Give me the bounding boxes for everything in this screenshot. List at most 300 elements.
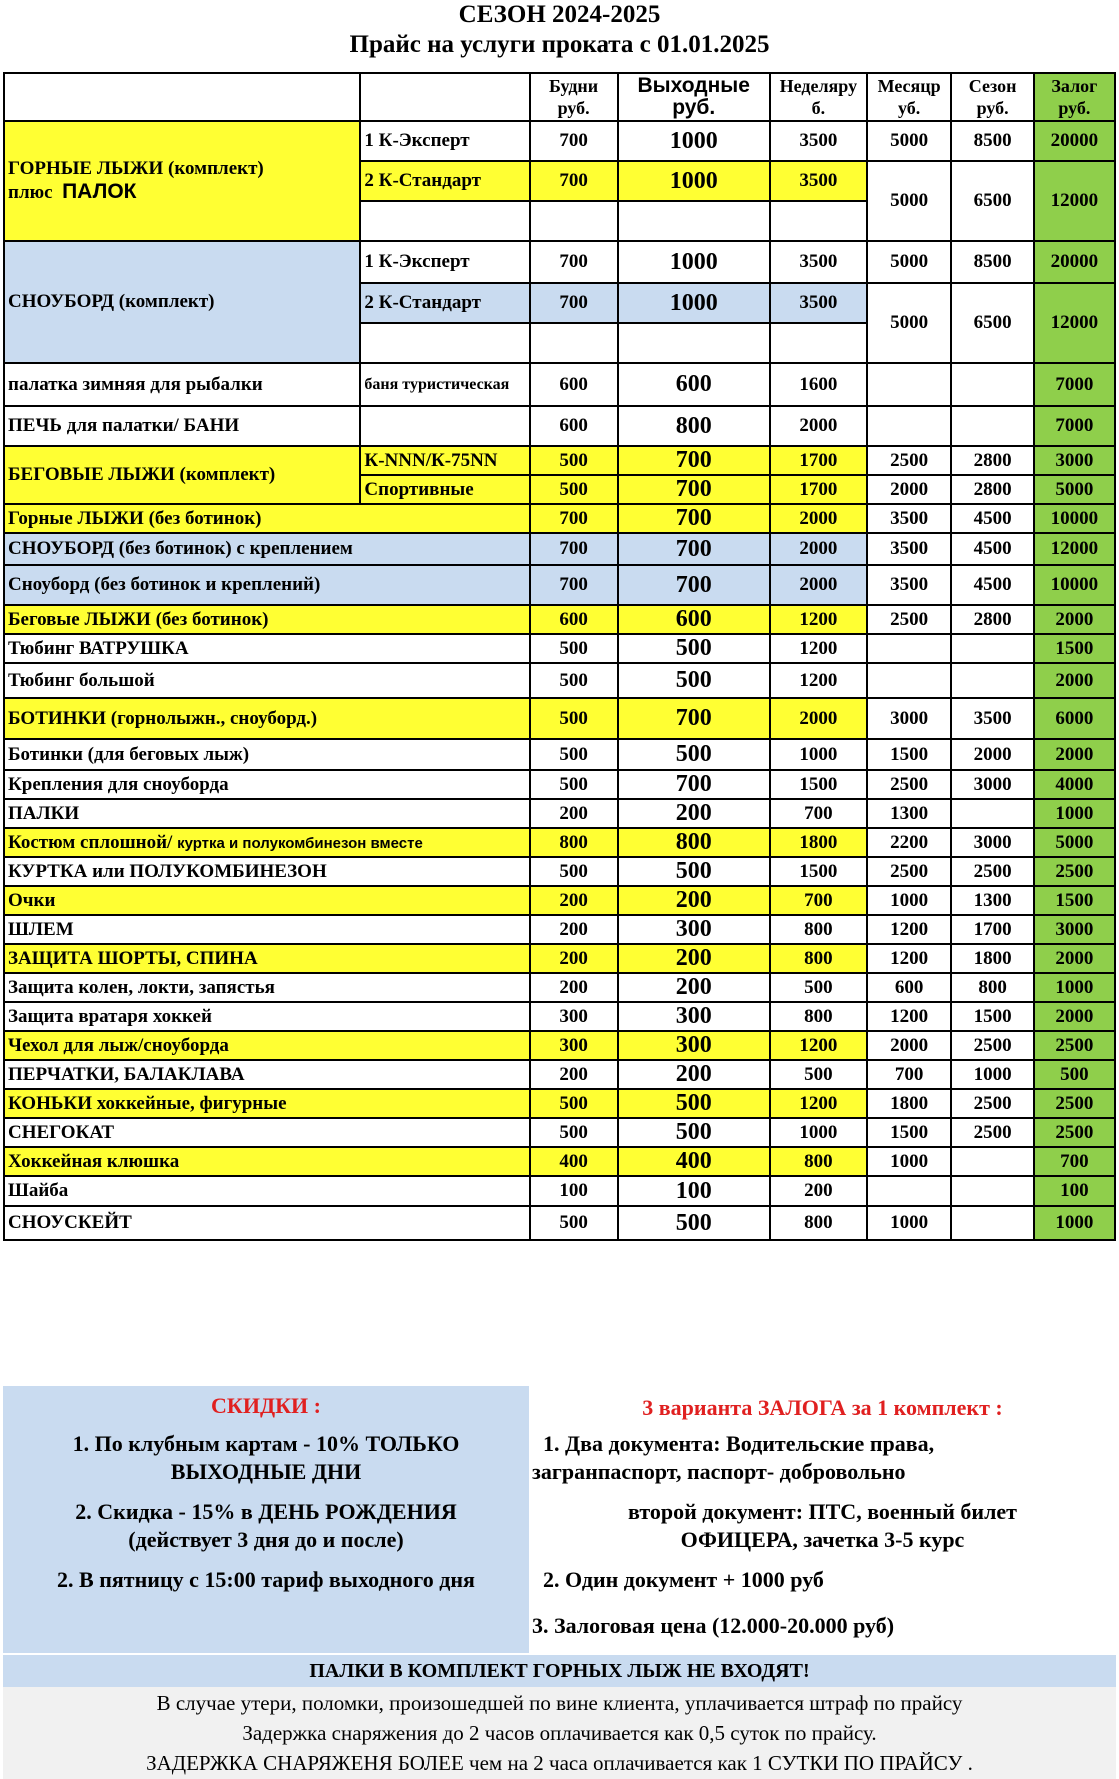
table-row: [4, 121, 1115, 161]
month-cell: 1200: [867, 1002, 952, 1031]
weekdays-cell: 500: [530, 1118, 618, 1147]
deposit-cell: 2000: [1034, 605, 1115, 634]
table-row: [4, 886, 1115, 915]
week-cell: 3500: [770, 283, 867, 323]
table-row: [4, 634, 1115, 663]
info-panel: [3, 1386, 1116, 1653]
week-cell: 800: [770, 1002, 867, 1031]
weekend-cell: 500: [618, 634, 770, 663]
deposit-cell: 1000: [1034, 1206, 1115, 1240]
header-month: Месяцр уб.: [867, 73, 952, 121]
poles-banner: ПАЛКИ В КОМПЛЕКТ ГОРНЫХ ЛЫЖ НЕ ВХОДЯТ!: [3, 1655, 1116, 1687]
deposit-option-1-line2: загранпаспорт, паспорт- добровольно: [532, 1459, 906, 1484]
item-label-text: Чехол для лыж/сноуборда: [8, 1034, 229, 1056]
deposit-cell: 2000: [1034, 1002, 1115, 1031]
item-label-text: ЗАЩИТА ШОРТЫ, СПИНА: [8, 947, 258, 969]
weekend-cell: 700: [618, 533, 770, 565]
week-cell: 500: [770, 973, 867, 1002]
item-label-extra: куртка и полукомбинезон вместе: [177, 834, 423, 852]
item-label: [4, 1206, 530, 1240]
weekdays-cell: 500: [530, 739, 618, 770]
item-label: [4, 634, 530, 663]
deposit-cell: 5000: [1034, 475, 1115, 504]
item-label-text: Защита вратаря хоккей: [8, 1005, 212, 1027]
deposit-option-3: 3. Залоговая цена (12.000-20.000 руб): [532, 1613, 895, 1638]
week-cell: 700: [770, 799, 867, 828]
table-row: [4, 565, 1115, 605]
deposit-option-2: 2. Один документ + 1000 руб: [543, 1567, 824, 1592]
deposit-cell: 2000: [1034, 663, 1115, 698]
month-cell: 2000: [867, 1031, 952, 1060]
month-cell: 1300: [867, 799, 952, 828]
weekdays-cell: 600: [530, 605, 618, 634]
deposit-cell: 10000: [1034, 565, 1115, 605]
item-label: [4, 1002, 530, 1031]
month-cell: 1800: [867, 1089, 952, 1118]
table-row: [4, 446, 1115, 475]
month-cell: 2500: [867, 605, 952, 634]
weekdays-cell: 700: [530, 121, 618, 161]
ski-set-title: ГОРНЫЕ ЛЫЖИ (комплект): [8, 158, 264, 179]
table-row: [4, 1002, 1115, 1031]
table-row: [4, 857, 1115, 886]
header-week: Неделяру б.: [770, 73, 867, 121]
table-row: [4, 605, 1115, 634]
footer-notes: [3, 1687, 1116, 1779]
table-row: [4, 1089, 1115, 1118]
week-cell: 1700: [770, 475, 867, 504]
month-cell: 1200: [867, 915, 952, 944]
item-label: [4, 1089, 530, 1118]
variant-cell: 2 К-Стандарт: [360, 161, 529, 201]
month-cell: 1000: [867, 886, 952, 915]
month-cell: 5000: [867, 121, 952, 161]
season-cell: 3000: [951, 828, 1033, 857]
deposit-cell: 2500: [1034, 1031, 1115, 1060]
weekdays-cell: 500: [530, 857, 618, 886]
deposit-cell: 12000: [1034, 533, 1115, 565]
ski-set-label: [4, 121, 360, 241]
weekend-cell: 700: [618, 565, 770, 605]
week-cell: 800: [770, 1206, 867, 1240]
week-cell: 1200: [770, 605, 867, 634]
empty-cell: [770, 201, 867, 241]
week-cell: 1000: [770, 1118, 867, 1147]
item-label: палатка зимняя для рыбалки: [4, 363, 360, 406]
item-label: [4, 605, 530, 634]
empty-cell: [360, 201, 529, 241]
item-label: [4, 799, 530, 828]
weekend-cell: 500: [618, 1206, 770, 1240]
weekdays-cell: 800: [530, 828, 618, 857]
item-label-text: Защита колен, локти, запястья: [8, 976, 275, 998]
week-cell: 2000: [770, 698, 867, 739]
ski-set-subtitle: плюс ПАЛОК: [8, 180, 137, 203]
weekdays-cell: 300: [530, 1031, 618, 1060]
deposit-cell: 12000: [1034, 283, 1115, 363]
header-row: [4, 73, 1115, 121]
weekdays-cell: 500: [530, 446, 618, 475]
item-label: [4, 886, 530, 915]
season-cell: 3500: [951, 698, 1033, 739]
item-label-text: Крепления для сноуборда: [8, 773, 229, 795]
season-cell: 2800: [951, 605, 1033, 634]
season-cell: 1800: [951, 944, 1033, 973]
weekend-cell: 300: [618, 1031, 770, 1060]
weekdays-cell: 200: [530, 799, 618, 828]
weekdays-cell: 700: [530, 533, 618, 565]
item-label: ПЕЧЬ для палатки/ БАНИ: [4, 406, 360, 446]
week-cell: 1000: [770, 739, 867, 770]
item-label-text: СНОУСКЕЙТ: [8, 1212, 132, 1233]
variant-cell: 1 К-Эксперт: [360, 241, 529, 283]
table-row: [4, 363, 1115, 406]
season-cell: 1300: [951, 886, 1033, 915]
weekend-cell: 100: [618, 1176, 770, 1206]
snowboard-set-label: СНОУБОРД (комплект): [4, 241, 360, 363]
season-cell: [951, 1176, 1033, 1206]
item-label-text: ПАЛКИ: [8, 802, 80, 824]
weekend-cell: 500: [618, 663, 770, 698]
weekdays-cell: 700: [530, 565, 618, 605]
weekend-cell: 700: [618, 698, 770, 739]
empty-cell: [360, 323, 529, 363]
month-cell: 1200: [867, 944, 952, 973]
weekend-cell: 300: [618, 1002, 770, 1031]
item-label: [4, 1118, 530, 1147]
item-label: [4, 828, 530, 857]
item-label-text: Тюбинг большой: [8, 669, 155, 691]
item-label-text: СНОУБОРД (без ботинок) с креплением: [8, 538, 353, 559]
weekdays-cell: 400: [530, 1147, 618, 1176]
table-row: [4, 915, 1115, 944]
deposit-option-1-line1: 1. Два документа: Водительские права,: [543, 1431, 935, 1456]
weekend-cell: 700: [618, 770, 770, 799]
weekdays-cell: 500: [530, 698, 618, 739]
season-cell: [951, 1147, 1033, 1176]
month-cell: 700: [867, 1060, 952, 1089]
weekend-cell: 800: [618, 828, 770, 857]
week-cell: 1600: [770, 363, 867, 406]
weekdays-cell: 600: [530, 406, 618, 446]
deposit-cell: 7000: [1034, 363, 1115, 406]
discount-1-line2: ВЫХОДНЫЕ ДНИ: [170, 1459, 362, 1484]
weekend-cell: 700: [618, 475, 770, 504]
weekdays-cell: 500: [530, 475, 618, 504]
item-label: [4, 973, 530, 1002]
weekdays-cell: 700: [530, 283, 618, 323]
week-cell: 2000: [770, 504, 867, 533]
weekdays-cell: 700: [530, 161, 618, 201]
season-cell: 2000: [951, 739, 1033, 770]
weekend-cell: 300: [618, 915, 770, 944]
weekdays-cell: 700: [530, 241, 618, 283]
table-row: [4, 1147, 1115, 1176]
weekend-cell: 500: [618, 739, 770, 770]
season-cell: 2500: [951, 857, 1033, 886]
deposit-cell: 3000: [1034, 915, 1115, 944]
weekend-cell: 1000: [618, 121, 770, 161]
deposit-cell: 100: [1034, 1176, 1115, 1206]
header-weekdays: Будни руб.: [530, 73, 618, 121]
week-cell: 800: [770, 915, 867, 944]
week-cell: 2000: [770, 565, 867, 605]
weekend-cell: 700: [618, 446, 770, 475]
deposit-cell: 12000: [1034, 161, 1115, 241]
header-empty-cell: [4, 73, 360, 121]
table-row: [4, 663, 1115, 698]
weekdays-cell: 500: [530, 770, 618, 799]
season-cell: 1500: [951, 1002, 1033, 1031]
season-cell: [951, 1206, 1033, 1240]
month-cell: 2500: [867, 770, 952, 799]
month-cell: 5000: [867, 283, 952, 363]
season-cell: 6500: [951, 161, 1033, 241]
deposit-cell: 2500: [1034, 857, 1115, 886]
variant-cell: баня туристическая: [360, 363, 529, 406]
deposit-cell: 3000: [1034, 446, 1115, 475]
weekend-cell: 1000: [618, 241, 770, 283]
week-cell: 1800: [770, 828, 867, 857]
month-cell: 2500: [867, 446, 952, 475]
season-cell: 8500: [951, 121, 1033, 161]
deposit-cell: 2500: [1034, 1089, 1115, 1118]
month-cell: [867, 634, 952, 663]
table-row: [4, 504, 1115, 533]
weekdays-cell: 200: [530, 886, 618, 915]
header-season: Сезон руб.: [951, 73, 1033, 121]
week-cell: 3500: [770, 121, 867, 161]
season-cell: 4500: [951, 533, 1033, 565]
xc-set-label: БЕГОВЫЕ ЛЫЖИ (комплект): [4, 446, 360, 504]
season-cell: 1000: [951, 1060, 1033, 1089]
month-cell: 3000: [867, 698, 952, 739]
item-label-text: Шайба: [8, 1180, 69, 1201]
season-cell: 3000: [951, 770, 1033, 799]
season-cell: 6500: [951, 283, 1033, 363]
note-delay-half: Задержка снаряжения до 2 часов оплачивается как 0,5 суток по прайсу.: [242, 1721, 877, 1745]
month-cell: 1000: [867, 1147, 952, 1176]
deposit-option-1-line3: второй документ: ПТС, военный билет: [628, 1499, 1017, 1524]
table-row: [4, 828, 1115, 857]
week-cell: 2000: [770, 533, 867, 565]
weekend-cell: 600: [618, 605, 770, 634]
page-title: Прайс на услуги проката с 01.01.2025: [349, 31, 770, 58]
item-label-text: Тюбинг ВАТРУШКА: [8, 637, 189, 659]
item-label: [4, 698, 530, 739]
week-cell: 1700: [770, 446, 867, 475]
weekend-cell: 500: [618, 1089, 770, 1118]
deposit-cell: 1000: [1034, 799, 1115, 828]
table-row: [4, 241, 1115, 283]
item-label: [4, 504, 530, 533]
weekdays-cell: 500: [530, 1206, 618, 1240]
weekdays-cell: 600: [530, 363, 618, 406]
month-cell: 3500: [867, 565, 952, 605]
season-cell: [951, 663, 1033, 698]
item-label-text: Очки: [8, 889, 56, 911]
variant-cell: 1 К-Эксперт: [360, 121, 529, 161]
note-delay-full: ЗАДЕРЖКА СНАРЯЖЕНЯ БОЛЕЕ чем на 2 часа оплачивается как 1 СУТКИ ПО ПРАЙСУ .: [146, 1751, 973, 1775]
weekend-cell: 500: [618, 1118, 770, 1147]
deposit-cell: 4000: [1034, 770, 1115, 799]
empty-cell: [530, 201, 618, 241]
weekdays-cell: 100: [530, 1176, 618, 1206]
weekend-cell: 200: [618, 944, 770, 973]
weekend-cell: 1000: [618, 161, 770, 201]
table-row: [4, 739, 1115, 770]
season-cell: 2500: [951, 1031, 1033, 1060]
month-cell: 2500: [867, 857, 952, 886]
item-label: [4, 1060, 530, 1089]
weekend-cell: 200: [618, 799, 770, 828]
weekdays-cell: 500: [530, 634, 618, 663]
deposit-option-1-line4: ОФИЦЕРА, зачетка 3-5 курс: [680, 1527, 965, 1552]
month-cell: 1000: [867, 1206, 952, 1240]
deposit-cell: 2000: [1034, 944, 1115, 973]
weekend-cell: 1000: [618, 283, 770, 323]
deposit-cell: 500: [1034, 1060, 1115, 1089]
item-label: [4, 770, 530, 799]
item-label: [4, 1176, 530, 1206]
season-title: СЕЗОН 2024-2025: [458, 1, 661, 28]
season-cell: [951, 363, 1033, 406]
weekend-cell: 400: [618, 1147, 770, 1176]
month-cell: 3500: [867, 504, 952, 533]
item-label: [4, 944, 530, 973]
item-label-text: БОТИНКИ (горнолыжн., сноуборд.): [8, 707, 318, 729]
table-row: [4, 1060, 1115, 1089]
table-row: [4, 770, 1115, 799]
table-row: [4, 698, 1115, 739]
month-cell: 2200: [867, 828, 952, 857]
table-row: [4, 1176, 1115, 1206]
discount-3: 2. В пятницу с 15:00 тариф выходного дня: [57, 1567, 475, 1592]
week-cell: 2000: [770, 406, 867, 446]
item-label: [4, 533, 530, 565]
week-cell: 700: [770, 886, 867, 915]
item-label-text: ШЛЕМ: [8, 918, 74, 940]
item-label: [4, 1031, 530, 1060]
item-label-text: Ботинки (для беговых лыж): [8, 743, 250, 765]
week-cell: 3500: [770, 161, 867, 201]
month-cell: [867, 363, 952, 406]
item-label: [4, 1147, 530, 1176]
season-cell: 1700: [951, 915, 1033, 944]
deposit-cell: 20000: [1034, 121, 1115, 161]
month-cell: 2000: [867, 475, 952, 504]
item-label-text: КУРТКА или ПОЛУКОМБИНЕЗОН: [8, 860, 327, 882]
weekdays-cell: 200: [530, 1060, 618, 1089]
deposit-cell: 1000: [1034, 973, 1115, 1002]
item-label-text: Сноуборд (без ботинок и креплений): [8, 574, 321, 595]
weekdays-cell: 700: [530, 504, 618, 533]
item-label: [4, 739, 530, 770]
season-cell: [951, 799, 1033, 828]
item-label: [4, 915, 530, 944]
item-label-text: Костюм сплошной/: [8, 831, 173, 853]
deposit-cell: 700: [1034, 1147, 1115, 1176]
empty-cell: [770, 323, 867, 363]
season-cell: 4500: [951, 504, 1033, 533]
week-cell: 1200: [770, 1031, 867, 1060]
season-cell: 4500: [951, 565, 1033, 605]
deposit-cell: 7000: [1034, 406, 1115, 446]
empty-cell: [360, 406, 529, 446]
table-row: [4, 1206, 1115, 1240]
item-label: [4, 565, 530, 605]
variant-cell: 2 К-Стандарт: [360, 283, 529, 323]
discounts-title: СКИДКИ :: [211, 1393, 321, 1418]
table-row: [4, 1031, 1115, 1060]
item-label: [4, 857, 530, 886]
month-cell: [867, 1176, 952, 1206]
month-cell: [867, 406, 952, 446]
empty-cell: [530, 323, 618, 363]
deposit-cell: 1500: [1034, 634, 1115, 663]
season-cell: 2800: [951, 446, 1033, 475]
header-empty-cell: [360, 73, 529, 121]
month-cell: 3500: [867, 533, 952, 565]
season-cell: 8500: [951, 241, 1033, 283]
month-cell: 600: [867, 973, 952, 1002]
deposit-cell: 6000: [1034, 698, 1115, 739]
week-cell: 200: [770, 1176, 867, 1206]
item-label-text: СНЕГОКАТ: [8, 1121, 115, 1143]
weekdays-cell: 200: [530, 973, 618, 1002]
table-row: [4, 944, 1115, 973]
item-label: [4, 663, 530, 698]
table-row: [4, 799, 1115, 828]
table-row: [4, 973, 1115, 1002]
deposit-cell: 2500: [1034, 1118, 1115, 1147]
item-label-text: Беговые ЛЫЖИ (без ботинок): [8, 608, 269, 630]
variant-cell: Спортивные: [360, 475, 529, 504]
weekend-cell: 200: [618, 886, 770, 915]
month-cell: 1500: [867, 739, 952, 770]
week-cell: 1200: [770, 1089, 867, 1118]
item-label-text: ПЕРЧАТКИ, БАЛАКЛАВА: [8, 1063, 245, 1085]
week-cell: 1200: [770, 663, 867, 698]
weekdays-cell: 500: [530, 663, 618, 698]
weekdays-cell: 200: [530, 915, 618, 944]
weekend-cell: 800: [618, 406, 770, 446]
season-cell: 2500: [951, 1118, 1033, 1147]
season-cell: [951, 406, 1033, 446]
weekdays-cell: 500: [530, 1089, 618, 1118]
table-row: [4, 406, 1115, 446]
week-cell: 1500: [770, 857, 867, 886]
discounts-panel: [3, 1386, 529, 1653]
weekend-cell: 700: [618, 504, 770, 533]
table-row: [4, 533, 1115, 565]
discount-2-line1: 2. Скидка - 15% в ДЕНЬ РОЖДЕНИЯ: [75, 1499, 457, 1524]
weekend-cell: 200: [618, 973, 770, 1002]
week-cell: 800: [770, 1147, 867, 1176]
week-cell: 500: [770, 1060, 867, 1089]
season-cell: 2500: [951, 1089, 1033, 1118]
table-row: [4, 1118, 1115, 1147]
month-cell: [867, 663, 952, 698]
deposit-cell: 2000: [1034, 739, 1115, 770]
header-deposit: Залог руб.: [1034, 73, 1115, 121]
weekend-cell: 600: [618, 363, 770, 406]
month-cell: 5000: [867, 161, 952, 241]
discount-1-line1: 1. По клубным картам - 10% ТОЛЬКО: [72, 1431, 460, 1456]
season-cell: 2800: [951, 475, 1033, 504]
empty-cell: [618, 323, 770, 363]
empty-cell: [618, 201, 770, 241]
